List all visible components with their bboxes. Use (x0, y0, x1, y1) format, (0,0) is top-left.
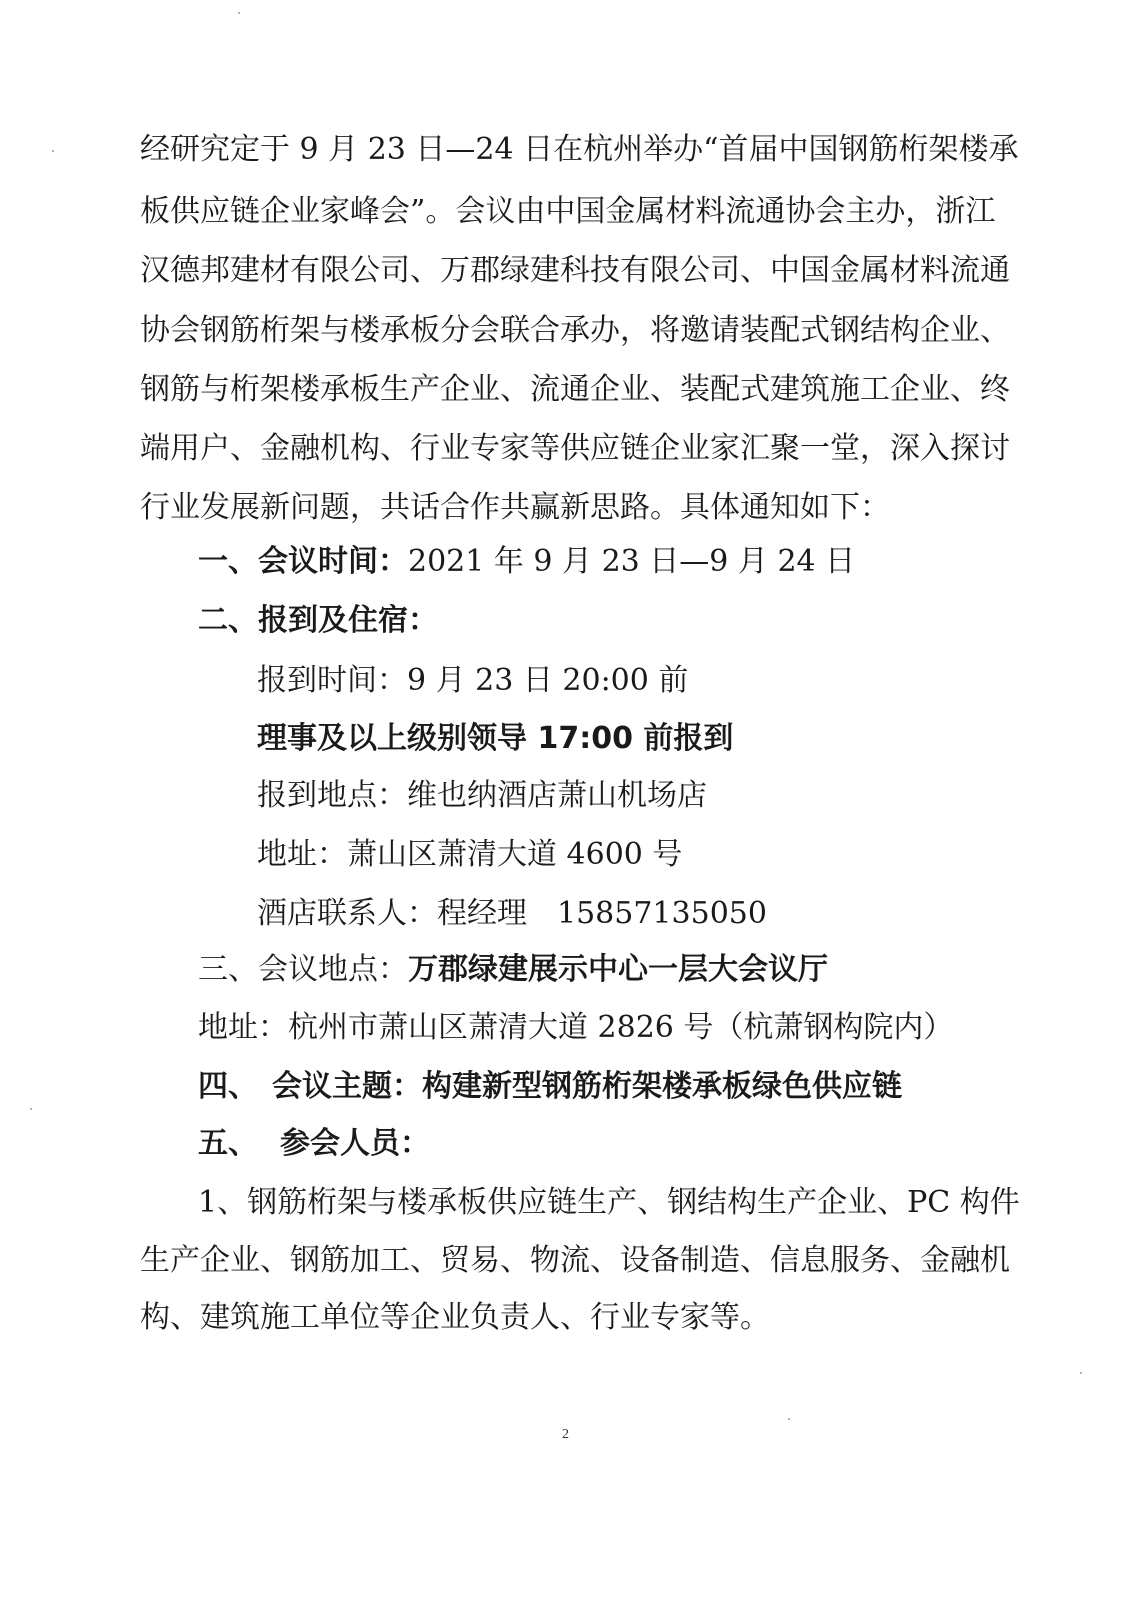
section-meeting-theme (198, 1067, 998, 1107)
intro-line: 汉德邦建材有限公司、万郡绿建科技有限公司、中国金属材料流通 (140, 253, 1010, 288)
intro-line: 经研究定于 9 月 23 日—24 日在杭州举办“首届中国钢筋桁架楼承 (140, 132, 1019, 167)
hotel-address: 地址：萧山区萧清大道 4600 号 (257, 837, 683, 872)
section-heading: 二、报到及住宿： (198, 603, 438, 638)
page-number: 2 (562, 1427, 569, 1442)
section-prefix: 五、 (198, 1126, 258, 1161)
hotel-contact-phone: 15857135050 (557, 896, 767, 931)
attendees-item-line: 1、钢筋桁架与楼承板供应链生产、钢结构生产企业、PC 构件 (198, 1185, 1020, 1220)
hotel-contact (257, 894, 997, 934)
intro-line: 钢筋与桁架楼承板生产企业、流通企业、装配式建筑施工企业、终 (140, 372, 1010, 407)
section-heading: 会议主题： (272, 1069, 422, 1104)
section-meeting-time (198, 542, 998, 582)
attendees-item-line: 生产企业、钢筋加工、贸易、物流、设备制造、信息服务、金融机 (140, 1243, 1010, 1278)
section-attendees (198, 1124, 998, 1164)
section-heading: 三、会议地点： (198, 952, 408, 987)
meeting-venue-value: 万郡绿建展示中心一层大会议厅 (408, 952, 828, 987)
scan-speck (788, 1418, 790, 1420)
meeting-theme-value: 构建新型钢筋桁架楼承板绿色供应链 (422, 1069, 902, 1104)
intro-line: 端用户、金融机构、行业专家等供应链企业家汇聚一堂，深入探讨 (140, 431, 1010, 466)
hotel-contact-label: 酒店联系人：程经理 (257, 896, 527, 931)
scan-speck (52, 150, 54, 152)
section-meeting-venue (198, 950, 998, 990)
section-heading: 参会人员： (280, 1126, 430, 1161)
scan-speck (238, 12, 240, 14)
intro-line: 板供应链企业家峰会”。会议由中国金属材料流通协会主办，浙江 (140, 194, 996, 229)
meeting-time-value: 2021 年 9 月 23 日—9 月 24 日 (408, 544, 856, 579)
leaders-checkin-note: 理事及以上级别领导 17:00 前报到 (257, 721, 734, 756)
scan-speck (30, 1108, 32, 1110)
checkin-place: 报到地点：维也纳酒店萧山机场店 (257, 778, 707, 813)
section-heading: 一、会议时间： (198, 544, 408, 579)
attendees-item-line: 构、建筑施工单位等企业负责人、行业专家等。 (140, 1300, 770, 1335)
venue-address: 地址：杭州市萧山区萧清大道 2826 号（杭萧钢构院内） (198, 1010, 954, 1045)
checkin-time: 报到时间：9 月 23 日 20:00 前 (257, 663, 689, 698)
intro-line: 行业发展新问题，共话合作共赢新思路。具体通知如下： (140, 490, 890, 525)
intro-line: 协会钢筋桁架与楼承板分会联合承办，将邀请装配式钢结构企业、 (140, 313, 1010, 348)
scan-speck (1080, 1372, 1082, 1374)
section-prefix: 四、 (198, 1069, 258, 1104)
